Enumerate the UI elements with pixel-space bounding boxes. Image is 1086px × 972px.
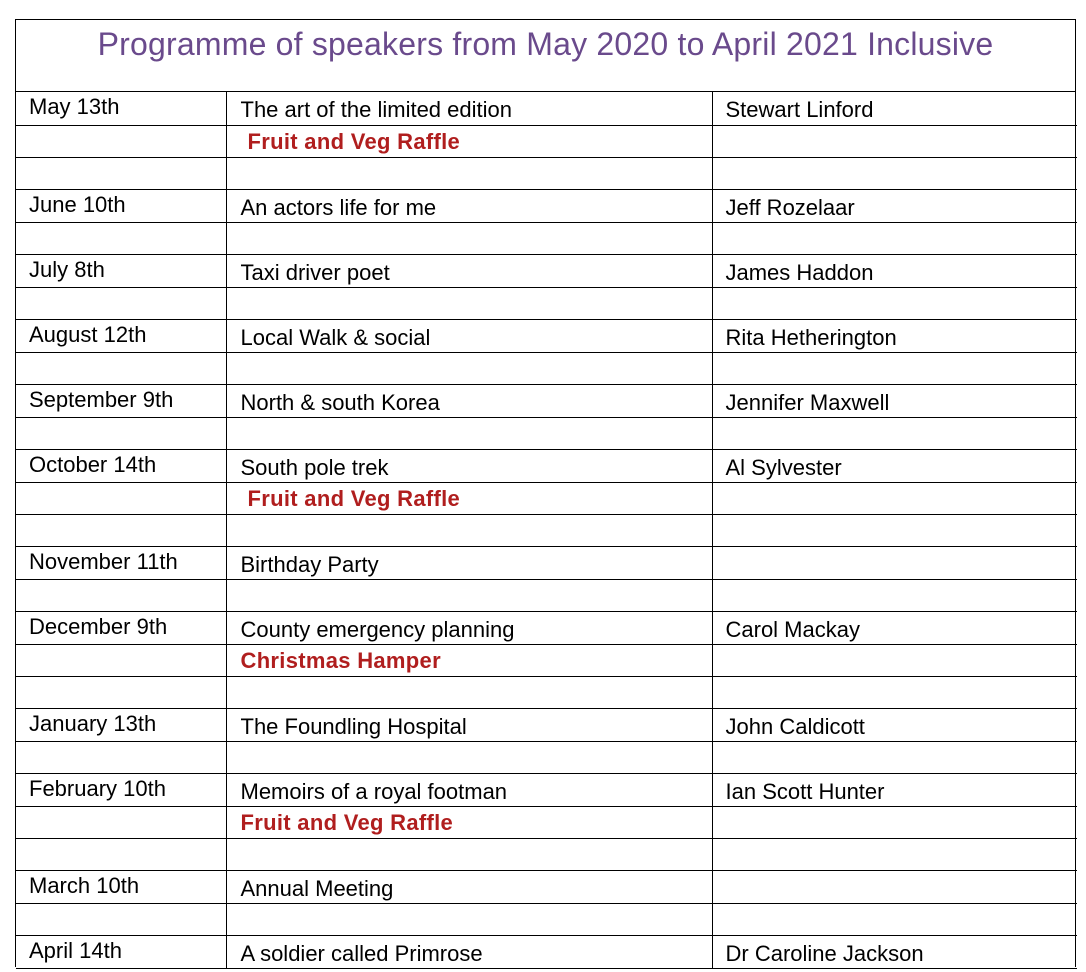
event-speaker <box>712 870 1077 903</box>
empty-cell <box>226 579 712 611</box>
programme-sheet <box>15 19 1076 967</box>
raffle-cell <box>226 644 712 676</box>
empty-cell <box>16 838 226 870</box>
empty-cell <box>712 352 1077 384</box>
event-date: October 14th <box>16 449 226 482</box>
blank-row <box>16 417 1077 449</box>
empty-cell <box>226 741 712 773</box>
blank-row <box>16 838 1077 870</box>
empty-cell <box>712 125 1077 157</box>
raffle-label: Fruit and Veg Raffle <box>247 128 461 154</box>
empty-cell <box>226 903 712 935</box>
empty-cell <box>226 352 712 384</box>
event-topic: Birthday Party <box>226 546 712 579</box>
event-row <box>16 935 1077 968</box>
raffle-cell <box>226 806 712 838</box>
empty-cell <box>712 514 1077 546</box>
raffle-row <box>16 482 1077 514</box>
empty-cell <box>16 676 226 708</box>
empty-cell <box>16 287 226 319</box>
empty-cell <box>712 417 1077 449</box>
event-date: February 10th <box>16 773 226 806</box>
event-row <box>16 384 1077 417</box>
raffle-label: Christmas Hamper <box>240 647 441 673</box>
raffle-row <box>16 644 1077 676</box>
empty-cell <box>226 417 712 449</box>
event-row <box>16 449 1077 482</box>
event-topic: North & south Korea <box>226 384 712 417</box>
blank-row <box>16 903 1077 935</box>
blank-row <box>16 157 1077 189</box>
blank-row <box>16 676 1077 708</box>
event-speaker: Carol Mackay <box>712 611 1077 644</box>
event-topic: Memoirs of a royal footman <box>226 773 712 806</box>
event-speaker: James Haddon <box>712 254 1077 287</box>
empty-cell <box>712 287 1077 319</box>
raffle-cell <box>226 482 712 514</box>
event-topic: A soldier called Primrose <box>226 935 712 968</box>
event-row <box>16 611 1077 644</box>
event-speaker: Rita Hetherington <box>712 319 1077 352</box>
event-row <box>16 254 1077 287</box>
speaker-schedule-table <box>16 92 1077 969</box>
empty-cell <box>226 838 712 870</box>
empty-cell <box>226 676 712 708</box>
empty-cell <box>16 806 226 838</box>
empty-cell <box>16 157 226 189</box>
empty-cell <box>712 838 1077 870</box>
empty-cell <box>712 741 1077 773</box>
event-topic: An actors life for me <box>226 189 712 222</box>
event-date: August 12th <box>16 319 226 352</box>
event-speaker: Ian Scott Hunter <box>712 773 1077 806</box>
event-topic: The Foundling Hospital <box>226 708 712 741</box>
empty-cell <box>712 644 1077 676</box>
blank-row <box>16 222 1077 254</box>
event-topic: Annual Meeting <box>226 870 712 903</box>
empty-cell <box>16 222 226 254</box>
empty-cell <box>226 287 712 319</box>
empty-cell <box>16 514 226 546</box>
event-speaker: Jennifer Maxwell <box>712 384 1077 417</box>
empty-cell <box>16 352 226 384</box>
empty-cell <box>16 903 226 935</box>
event-row <box>16 773 1077 806</box>
empty-cell <box>712 157 1077 189</box>
empty-cell <box>16 417 226 449</box>
event-speaker: Al Sylvester <box>712 449 1077 482</box>
event-topic: Local Walk & social <box>226 319 712 352</box>
blank-row <box>16 287 1077 319</box>
empty-cell <box>712 222 1077 254</box>
blank-row <box>16 579 1077 611</box>
event-date: April 14th <box>16 935 226 968</box>
event-topic: County emergency planning <box>226 611 712 644</box>
event-date: January 13th <box>16 708 226 741</box>
empty-cell <box>712 676 1077 708</box>
event-row <box>16 546 1077 579</box>
empty-cell <box>712 903 1077 935</box>
empty-cell <box>712 482 1077 514</box>
event-row <box>16 870 1077 903</box>
event-date: May 13th <box>16 92 226 125</box>
event-topic: The art of the limited edition <box>226 92 712 125</box>
raffle-cell <box>226 125 712 157</box>
blank-row <box>16 514 1077 546</box>
page-title: Programme of speakers from May 2020 to April 2021 Inclusive <box>97 26 994 62</box>
event-date: July 8th <box>16 254 226 287</box>
empty-cell <box>16 482 226 514</box>
empty-cell <box>226 222 712 254</box>
event-date: November 11th <box>16 546 226 579</box>
empty-cell <box>16 579 226 611</box>
event-row <box>16 189 1077 222</box>
event-speaker: Dr Caroline Jackson <box>712 935 1077 968</box>
event-date: September 9th <box>16 384 226 417</box>
event-row <box>16 92 1077 125</box>
event-topic: South pole trek <box>226 449 712 482</box>
raffle-row <box>16 806 1077 838</box>
raffle-label: Fruit and Veg Raffle <box>240 809 454 835</box>
title-row <box>16 20 1075 92</box>
event-topic: Taxi driver poet <box>226 254 712 287</box>
event-speaker: John Caldicott <box>712 708 1077 741</box>
event-date: December 9th <box>16 611 226 644</box>
event-row <box>16 319 1077 352</box>
raffle-label: Fruit and Veg Raffle <box>247 485 461 511</box>
blank-row <box>16 741 1077 773</box>
blank-row <box>16 352 1077 384</box>
empty-cell <box>712 579 1077 611</box>
event-speaker <box>712 546 1077 579</box>
schedule-body <box>16 92 1077 968</box>
event-speaker: Stewart Linford <box>712 92 1077 125</box>
event-date: March 10th <box>16 870 226 903</box>
event-date: June 10th <box>16 189 226 222</box>
empty-cell <box>226 157 712 189</box>
empty-cell <box>16 644 226 676</box>
empty-cell <box>226 514 712 546</box>
empty-cell <box>16 741 226 773</box>
empty-cell <box>712 806 1077 838</box>
event-speaker: Jeff Rozelaar <box>712 189 1077 222</box>
event-row <box>16 708 1077 741</box>
empty-cell <box>16 125 226 157</box>
raffle-row <box>16 125 1077 157</box>
